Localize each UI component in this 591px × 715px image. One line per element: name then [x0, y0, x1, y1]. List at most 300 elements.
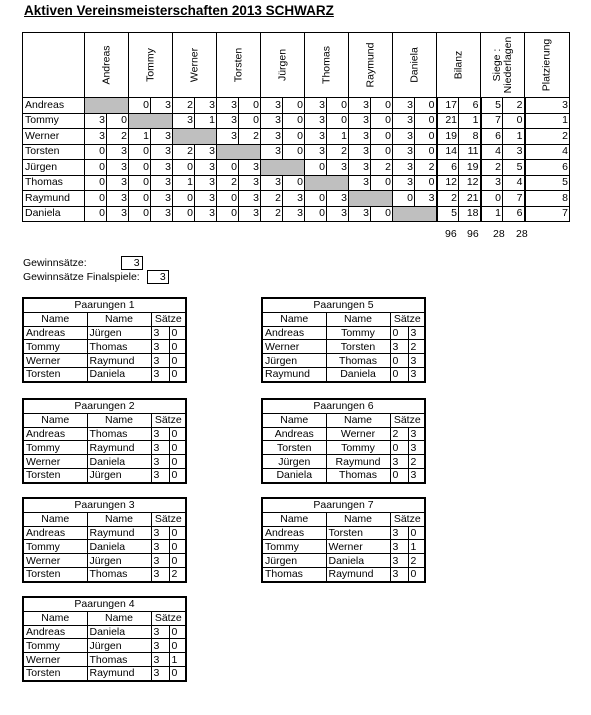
sets-a: 3 [390, 540, 408, 554]
pairing-title: Paarungen 4 [23, 597, 186, 611]
score-lost: 3 [195, 160, 217, 176]
player-a: Tommy [23, 540, 87, 554]
player-a: Torsten [23, 567, 87, 581]
score-won: 3 [85, 113, 107, 129]
player-b: Thomas [87, 653, 151, 667]
pairing-row [23, 653, 186, 667]
sets-b: 0 [169, 639, 186, 653]
score-lost: 0 [283, 98, 305, 114]
column-header-label: Torsten [232, 47, 244, 83]
sets-a: 2 [390, 427, 408, 441]
niederlagen-count: 4 [503, 175, 525, 191]
score-lost: 3 [151, 191, 173, 207]
bilanz-lost: 8 [459, 129, 481, 145]
name-header: Name [87, 611, 151, 625]
row-player-name: Jürgen [23, 160, 85, 176]
score-lost: 3 [283, 206, 305, 222]
pairing-row [262, 367, 425, 381]
name-header: Name [262, 413, 326, 427]
pairing-row [23, 441, 186, 455]
pairing-row [262, 554, 425, 568]
score-won: 3 [349, 160, 371, 176]
total-bilanz-b: 96 [467, 228, 479, 240]
column-header [85, 33, 129, 98]
column-header [217, 33, 261, 98]
sets-a: 3 [151, 340, 169, 354]
column-header [129, 33, 173, 98]
sets-b: 0 [169, 540, 186, 554]
player-b: Daniela [87, 625, 151, 639]
sets-b: 2 [408, 455, 425, 469]
score-won: 3 [305, 113, 327, 129]
score-lost: 3 [151, 98, 173, 114]
score-won: 0 [393, 191, 415, 207]
row-player-name: Thomas [23, 175, 85, 191]
score-won: 2 [217, 175, 239, 191]
score-lost: 0 [415, 98, 437, 114]
sets-b: 0 [169, 427, 186, 441]
name-header: Name [262, 312, 326, 326]
score-lost: 0 [327, 113, 349, 129]
bilanz-won: 6 [437, 160, 459, 176]
score-won: 3 [349, 175, 371, 191]
score-won: 0 [305, 191, 327, 207]
name-header: Name [87, 512, 151, 526]
score-lost: 0 [415, 113, 437, 129]
sets-a: 3 [151, 625, 169, 639]
name-header: Name [23, 611, 87, 625]
pairing-row [23, 554, 186, 568]
pairing-row [262, 326, 425, 340]
gewinnsaetze-label: Gewinnsätze: [23, 257, 87, 269]
player-b: Raymund [87, 354, 151, 368]
score-won: 2 [173, 98, 195, 114]
sets-a: 0 [390, 326, 408, 340]
sets-b: 0 [169, 554, 186, 568]
score-lost: 3 [327, 160, 349, 176]
score-won: 1 [173, 175, 195, 191]
matrix-row [23, 191, 570, 207]
pairing-row [262, 354, 425, 368]
column-header [305, 33, 349, 98]
sets-a: 3 [151, 441, 169, 455]
score-lost: 3 [283, 191, 305, 207]
score-won: 3 [349, 129, 371, 145]
siege-count: 5 [481, 98, 503, 114]
player-a: Jürgen [262, 455, 326, 469]
row-player-name: Tommy [23, 113, 85, 129]
score-won: 3 [173, 113, 195, 129]
pairing-row [23, 468, 186, 482]
column-header-label: Jürgen [276, 48, 288, 82]
score-won: 3 [393, 160, 415, 176]
total-siege-b: 28 [516, 228, 528, 240]
score-lost: 2 [415, 160, 437, 176]
pairing-row [262, 468, 425, 482]
score-won: 1 [129, 129, 151, 145]
score-won: 0 [173, 160, 195, 176]
score-lost: 3 [195, 206, 217, 222]
score-won: 3 [349, 113, 371, 129]
sets-b: 0 [408, 567, 425, 581]
self-match-cell [173, 129, 217, 145]
sets-b: 3 [408, 427, 425, 441]
pairing-row [262, 526, 425, 540]
score-lost: 3 [107, 206, 129, 222]
sets-a: 0 [390, 354, 408, 368]
matrix-row [23, 98, 570, 114]
saetze-header: Sätze [390, 312, 425, 326]
player-a: Jürgen [262, 554, 326, 568]
sets-a: 0 [390, 367, 408, 381]
sets-b: 0 [169, 468, 186, 482]
results-matrix [22, 32, 570, 222]
score-won: 0 [129, 98, 151, 114]
score-lost: 3 [151, 144, 173, 160]
player-a: Thomas [262, 567, 326, 581]
pairing-row [23, 567, 186, 581]
player-a: Raymund [262, 367, 326, 381]
score-lost: 0 [327, 98, 349, 114]
name-header: Name [326, 312, 390, 326]
score-lost: 0 [283, 129, 305, 145]
score-won: 2 [261, 191, 283, 207]
row-player-name: Daniela [23, 206, 85, 222]
score-won: 0 [129, 206, 151, 222]
score-lost: 0 [371, 175, 393, 191]
score-lost: 1 [327, 129, 349, 145]
bilanz-won: 5 [437, 206, 459, 222]
score-lost: 3 [107, 144, 129, 160]
player-a: Torsten [23, 666, 87, 680]
pairing-table [261, 497, 426, 583]
final-value[interactable]: 3 [147, 270, 169, 284]
pairing-title: Paarungen 7 [262, 498, 425, 512]
score-lost: 1 [195, 113, 217, 129]
score-won: 0 [129, 160, 151, 176]
score-won: 0 [217, 191, 239, 207]
column-header-label: Thomas [320, 46, 332, 84]
score-won: 3 [305, 129, 327, 145]
score-lost: 0 [415, 175, 437, 191]
sets-a: 3 [390, 455, 408, 469]
player-b: Thomas [326, 354, 390, 368]
sets-a: 3 [151, 354, 169, 368]
sets-b: 0 [169, 666, 186, 680]
total-siege-a: 28 [493, 228, 505, 240]
bilanz-won: 21 [437, 113, 459, 129]
gewinnsaetze-value[interactable]: 3 [121, 256, 143, 270]
platzierung: 2 [525, 129, 570, 145]
niederlagen-count: 7 [503, 191, 525, 207]
pairing-row [23, 354, 186, 368]
bilanz-lost: 6 [459, 98, 481, 114]
platzierung: 1 [525, 113, 570, 129]
page-title: Aktiven Vereinsmeisterschaften 2013 SCHWARZ [24, 3, 334, 18]
sets-a: 3 [151, 526, 169, 540]
score-won: 0 [129, 144, 151, 160]
score-lost: 3 [327, 191, 349, 207]
sets-a: 3 [390, 526, 408, 540]
siege-count: 2 [481, 160, 503, 176]
sets-b: 0 [169, 625, 186, 639]
score-won: 2 [173, 144, 195, 160]
sets-b: 1 [408, 540, 425, 554]
self-match-cell [85, 98, 129, 114]
pairing-row [23, 326, 186, 340]
bilanz-lost: 1 [459, 113, 481, 129]
score-won: 0 [85, 206, 107, 222]
player-b: Daniela [326, 554, 390, 568]
pairing-table [261, 398, 426, 484]
score-lost: 3 [239, 206, 261, 222]
score-lost: 3 [151, 160, 173, 176]
player-b: Thomas [326, 468, 390, 482]
sets-b: 2 [408, 554, 425, 568]
player-a: Andreas [23, 427, 87, 441]
platz-header-label: Platzierung [540, 38, 553, 92]
player-a: Andreas [262, 326, 326, 340]
niederlagen-count: 0 [503, 113, 525, 129]
player-b: Daniela [87, 367, 151, 381]
score-lost: 3 [151, 129, 173, 145]
pairing-row [262, 567, 425, 581]
niederlagen-count: 5 [503, 160, 525, 176]
score-lost: 3 [195, 191, 217, 207]
sets-b: 0 [169, 326, 186, 340]
sets-b: 0 [169, 340, 186, 354]
pairing-title: Paarungen 3 [23, 498, 186, 512]
pairing-row [23, 666, 186, 680]
score-lost: 3 [239, 191, 261, 207]
self-match-cell [349, 191, 393, 207]
name-header: Name [262, 512, 326, 526]
name-header: Name [326, 413, 390, 427]
score-lost: 3 [107, 191, 129, 207]
self-match-cell [129, 113, 173, 129]
sets-b: 0 [169, 526, 186, 540]
setting-final [23, 270, 169, 284]
pairing-row [23, 526, 186, 540]
score-won: 3 [393, 129, 415, 145]
score-lost: 0 [415, 144, 437, 160]
column-header [349, 33, 393, 98]
score-lost: 0 [239, 98, 261, 114]
score-lost: 0 [239, 113, 261, 129]
player-a: Andreas [262, 427, 326, 441]
player-a: Tommy [262, 540, 326, 554]
pairing-row [23, 367, 186, 381]
platzierung: 4 [525, 144, 570, 160]
score-won: 0 [173, 191, 195, 207]
score-won: 3 [85, 129, 107, 145]
score-lost: 3 [415, 191, 437, 207]
column-header [393, 33, 437, 98]
score-won: 0 [305, 160, 327, 176]
player-b: Jürgen [87, 639, 151, 653]
siege-count: 7 [481, 113, 503, 129]
saetze-header: Sätze [390, 512, 425, 526]
score-won: 3 [305, 98, 327, 114]
score-won: 0 [129, 191, 151, 207]
score-lost: 3 [151, 175, 173, 191]
pairing-table [22, 398, 187, 484]
platzierung: 8 [525, 191, 570, 207]
sets-a: 0 [390, 468, 408, 482]
sets-b: 0 [169, 354, 186, 368]
score-lost: 0 [415, 129, 437, 145]
player-b: Thomas [87, 340, 151, 354]
saetze-header: Sätze [151, 312, 186, 326]
pairing-row [23, 340, 186, 354]
score-lost: 0 [283, 144, 305, 160]
pairing-row [262, 427, 425, 441]
player-b: Raymund [87, 441, 151, 455]
score-won: 0 [217, 206, 239, 222]
score-won: 0 [85, 191, 107, 207]
final-label: Gewinnsätze Finalspiele: [23, 271, 140, 283]
player-b: Daniela [326, 367, 390, 381]
saetze-header: Sätze [151, 413, 186, 427]
score-won: 0 [305, 206, 327, 222]
siege-count: 4 [481, 144, 503, 160]
name-header: Name [23, 512, 87, 526]
row-player-name: Werner [23, 129, 85, 145]
sets-b: 0 [408, 526, 425, 540]
bilanz-lost: 19 [459, 160, 481, 176]
sets-b: 0 [169, 455, 186, 469]
siege-header [481, 33, 525, 98]
score-won: 3 [261, 144, 283, 160]
pairing-table [22, 497, 187, 583]
column-header-label: Tommy [144, 48, 156, 82]
platzierung: 5 [525, 175, 570, 191]
player-b: Daniela [87, 455, 151, 469]
score-lost: 3 [151, 206, 173, 222]
player-a: Werner [262, 340, 326, 354]
score-won: 3 [261, 98, 283, 114]
score-lost: 0 [371, 144, 393, 160]
score-lost: 0 [371, 113, 393, 129]
player-a: Werner [23, 354, 87, 368]
bilanz-lost: 11 [459, 144, 481, 160]
player-b: Raymund [87, 666, 151, 680]
sets-a: 3 [151, 455, 169, 469]
siege-count: 0 [481, 191, 503, 207]
saetze-header: Sätze [151, 611, 186, 625]
score-lost: 0 [371, 206, 393, 222]
pairing-row [262, 340, 425, 354]
player-a: Andreas [262, 526, 326, 540]
bilanz-lost: 21 [459, 191, 481, 207]
bilanz-lost: 12 [459, 175, 481, 191]
score-won: 3 [261, 113, 283, 129]
sets-b: 3 [408, 326, 425, 340]
sets-a: 3 [390, 340, 408, 354]
score-lost: 2 [327, 144, 349, 160]
siege-count: 6 [481, 129, 503, 145]
self-match-cell [305, 175, 349, 191]
player-b: Raymund [326, 567, 390, 581]
platzierung: 7 [525, 206, 570, 222]
score-won: 3 [349, 206, 371, 222]
score-won: 3 [393, 113, 415, 129]
name-header: Name [326, 512, 390, 526]
self-match-cell [217, 144, 261, 160]
player-a: Tommy [23, 441, 87, 455]
player-b: Tommy [326, 326, 390, 340]
score-lost: 3 [239, 175, 261, 191]
score-lost: 0 [283, 113, 305, 129]
bilanz-header [437, 33, 481, 98]
sets-b: 3 [408, 441, 425, 455]
player-b: Tommy [326, 441, 390, 455]
sets-b: 1 [169, 653, 186, 667]
score-won: 0 [85, 160, 107, 176]
siege-count: 1 [481, 206, 503, 222]
sets-a: 3 [151, 326, 169, 340]
score-lost: 3 [107, 160, 129, 176]
player-a: Werner [23, 455, 87, 469]
score-won: 3 [217, 129, 239, 145]
bilanz-won: 17 [437, 98, 459, 114]
player-a: Torsten [23, 367, 87, 381]
player-b: Jürgen [87, 554, 151, 568]
column-header-label: Andreas [100, 45, 112, 85]
bilanz-header-label: Bilanz [452, 50, 464, 80]
column-header-label: Daniela [408, 47, 420, 83]
player-a: Daniela [262, 468, 326, 482]
score-won: 0 [217, 160, 239, 176]
sets-b: 0 [169, 367, 186, 381]
row-player-name: Torsten [23, 144, 85, 160]
pairing-row [23, 455, 186, 469]
score-won: 3 [349, 98, 371, 114]
saetze-header: Sätze [390, 413, 425, 427]
matrix-row [23, 160, 570, 176]
name-header: Name [87, 413, 151, 427]
sets-a: 3 [151, 540, 169, 554]
score-won: 0 [85, 175, 107, 191]
score-lost: 3 [327, 206, 349, 222]
score-lost: 0 [283, 175, 305, 191]
player-b: Jürgen [87, 468, 151, 482]
platz-header [525, 33, 570, 98]
sets-b: 3 [408, 468, 425, 482]
pairing-title: Paarungen 1 [23, 298, 186, 312]
pairing-table [22, 596, 187, 682]
player-b: Thomas [87, 567, 151, 581]
siege-count: 3 [481, 175, 503, 191]
sets-a: 0 [390, 441, 408, 455]
header-corner [23, 33, 85, 98]
total-bilanz-a: 96 [445, 228, 457, 240]
matrix-row [23, 144, 570, 160]
sets-a: 3 [151, 468, 169, 482]
column-header-label: Raymund [364, 42, 376, 88]
score-lost: 0 [107, 113, 129, 129]
player-b: Daniela [87, 540, 151, 554]
score-lost: 3 [195, 144, 217, 160]
niederlagen-count: 6 [503, 206, 525, 222]
bilanz-won: 19 [437, 129, 459, 145]
niederlagen-count: 1 [503, 129, 525, 145]
sets-a: 3 [151, 666, 169, 680]
player-b: Raymund [326, 455, 390, 469]
score-lost: 3 [195, 175, 217, 191]
player-a: Jürgen [262, 354, 326, 368]
pairing-title: Paarungen 6 [262, 399, 425, 413]
